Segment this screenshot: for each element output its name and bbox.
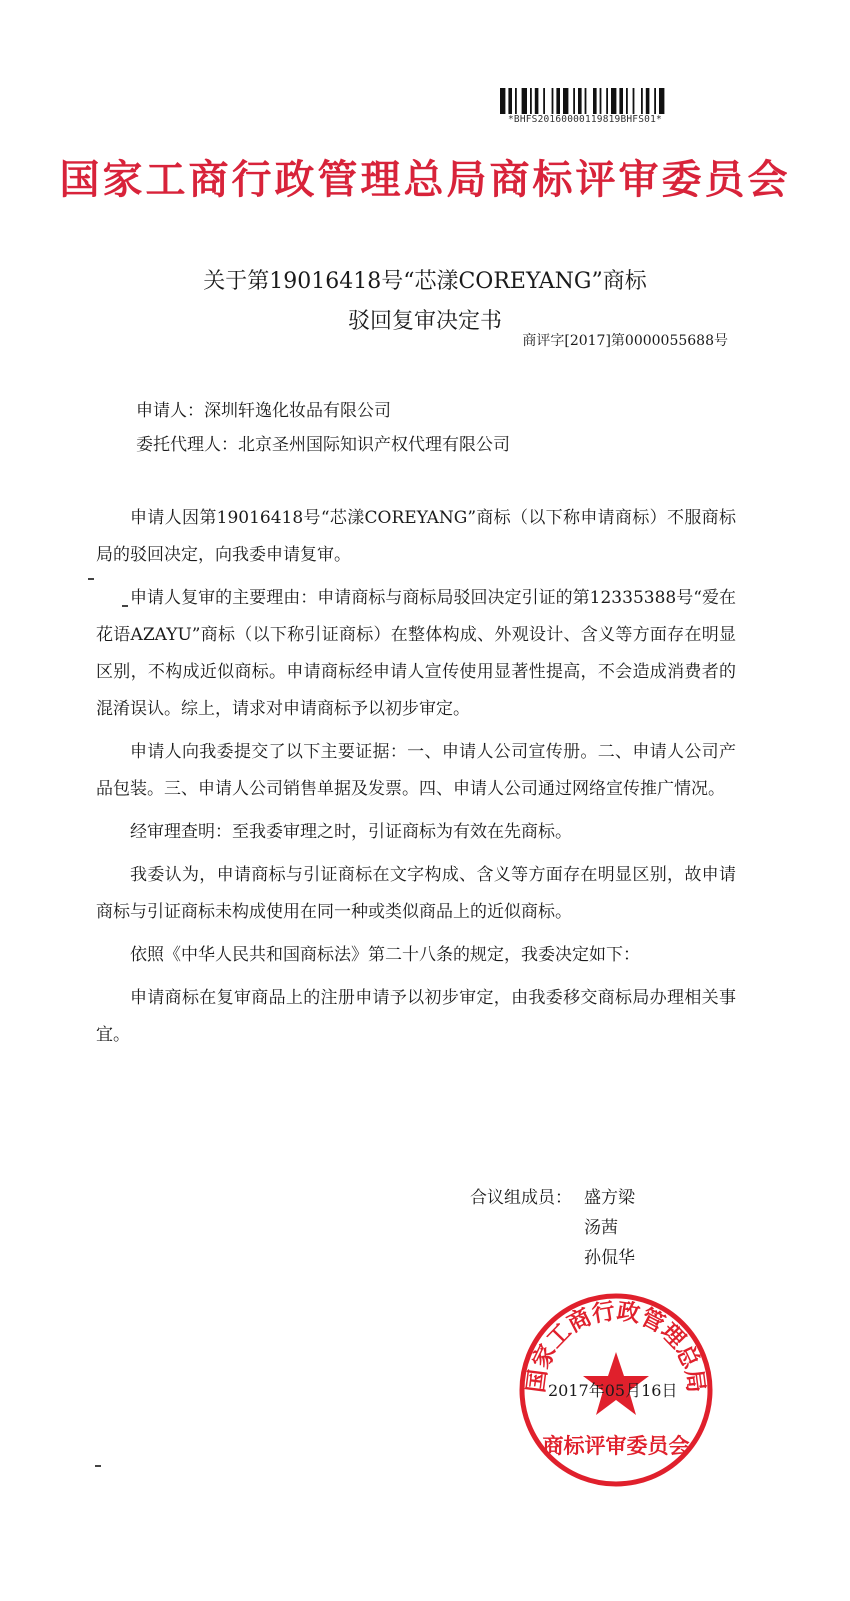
panel-member: 盛方梁 [584, 1188, 635, 1208]
scan-speck [88, 578, 94, 580]
organization-title: 国家工商行政管理总局商标评审委员会 [59, 156, 791, 203]
applicant-line: 申请人：深圳轩逸化妆品有限公司 [136, 401, 391, 421]
decision-date: 2017年05月16日 [548, 1381, 678, 1400]
document-title-line2: 驳回复审决定书 [347, 309, 502, 334]
decision-body [96, 500, 736, 1060]
document-title-line1: 关于第19016418号“芯漾COREYANG”商标 [203, 269, 647, 294]
paragraph: 申请商标在复审商品上的注册申请予以初步审定，由我委移交商标局办理相关事宜。 [96, 988, 736, 1045]
paragraph: 我委认为，申请商标与引证商标在文字构成、含义等方面存在明显区别，故申请商标与引证商标未构成使用在同一种或类似商品上的近似商标。 [96, 865, 736, 922]
paragraph: 经审理查明：至我委审理之时，引证商标为有效在先商标。 [130, 822, 572, 842]
scan-speck [122, 605, 128, 607]
paragraph: 依照《中华人民共和国商标法》第二十八条的规定，我委决定如下： [130, 945, 640, 965]
panel-label: 合议组成员： [470, 1188, 572, 1208]
document-number: 商评字[2017]第0000055688号 [522, 333, 728, 349]
seal-arc-text: 国家工商行政管理总局 [522, 1297, 710, 1395]
barcode-number: *BHFS20160000119819BHFS01* [508, 114, 662, 125]
scan-speck [95, 1465, 101, 1467]
paragraph: 申请人向我委提交了以下主要证据：一、申请人公司宣传册。二、申请人公司产品包装。三、申请人公司销售单据及发票。四、申请人公司通过网络宣传推广情况。 [96, 742, 736, 799]
paragraph: 申请人复审的主要理由：申请商标与商标局驳回决定引证的第12335388号“爱在花语AZAYU”商标（以下称引证商标）在整体构成、外观设计、含义等方面存在明显区别，不构成近似商标。申请商标经申请人宣传使用显著性提高，不会造成消费者的混淆误认。综上，请求对申请商标予以初步审定。 [96, 588, 736, 719]
agent-line: 委托代理人：北京圣州国际知识产权代理有限公司 [136, 435, 510, 455]
panel-member: 孙侃华 [584, 1248, 635, 1268]
seal-bottom-text: 商标评审委员会 [542, 1433, 690, 1458]
panel-member: 汤茜 [584, 1218, 618, 1238]
barcode-image [500, 88, 700, 114]
paragraph: 申请人因第19016418号“芯漾COREYANG”商标（以下称申请商标）不服商标局的驳回决定，向我委申请复审。 [96, 508, 736, 565]
